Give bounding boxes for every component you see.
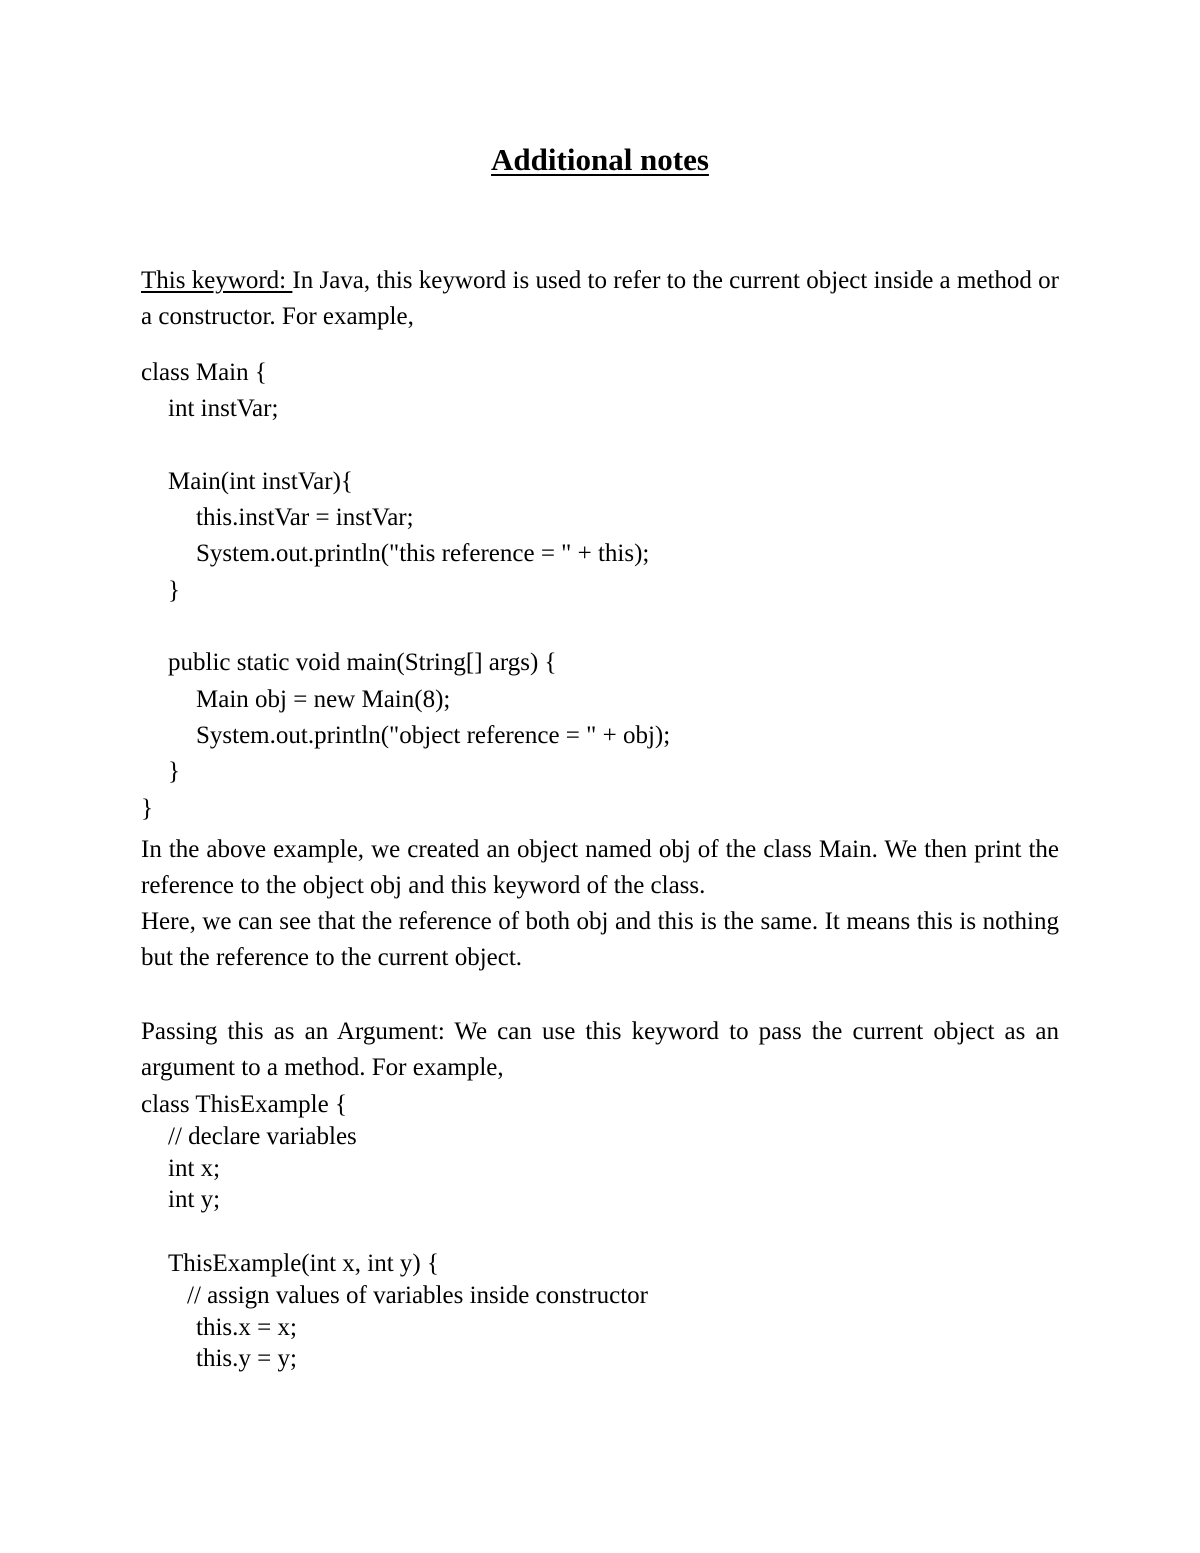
code-line: public static void main(String[] args) { bbox=[168, 649, 557, 677]
code-block-main bbox=[141, 355, 1059, 827]
explanation-text-2: Here, we can see that the reference of both obj and this is the same. It means this is nothing but the reference to the current object. bbox=[141, 908, 1059, 971]
code-line: System.out.println("object reference = " + obj); bbox=[196, 721, 671, 749]
code-line: this.y = y; bbox=[196, 1345, 297, 1373]
code-comment-line: // assign values of variables inside constructor bbox=[187, 1281, 648, 1309]
code-line: } bbox=[141, 794, 153, 822]
this-keyword-intro: In Java, this keyword is used to refer to the current object inside a method or a constructor. For example, bbox=[141, 267, 1059, 330]
passing-this-intro: Passing this as an Argument: We can use this keyword to pass the current object as an argument to a method. For example, bbox=[141, 1018, 1059, 1081]
code-line bbox=[141, 609, 1059, 645]
code-line: this.instVar = instVar; bbox=[196, 504, 414, 532]
explanation-text: In the above example, we created an object named obj of the class Main. We then print the reference to the object obj and this keyword of the class. bbox=[141, 836, 1059, 899]
code-line: int instVar; bbox=[168, 395, 279, 423]
code-line: ThisExample(int x, int y) { bbox=[168, 1249, 439, 1277]
this-keyword-label: This keyword: bbox=[141, 267, 293, 294]
code-line: class Main { bbox=[141, 359, 267, 386]
code-line: class ThisExample { bbox=[141, 1091, 347, 1118]
code-line bbox=[141, 1216, 1059, 1248]
code-line: Main obj = new Main(8); bbox=[196, 685, 451, 713]
code-line: } bbox=[168, 576, 180, 604]
explanation-paragraph bbox=[141, 832, 1059, 976]
page-title-text: Additional notes bbox=[491, 142, 709, 177]
code-line: System.out.println("this reference = " + this); bbox=[196, 540, 650, 568]
code-line bbox=[141, 428, 1059, 464]
code-line: int x; bbox=[168, 1154, 221, 1182]
code-block-this-example bbox=[141, 1089, 1059, 1375]
code-line: Main(int instVar){ bbox=[168, 467, 353, 495]
code-comment-line: // declare variables bbox=[168, 1122, 357, 1150]
code-line: this.x = x; bbox=[196, 1313, 297, 1341]
page-title bbox=[0, 140, 1200, 180]
passing-this-paragraph bbox=[141, 1014, 1059, 1086]
this-keyword-paragraph bbox=[141, 263, 1059, 335]
code-line: } bbox=[168, 758, 180, 786]
code-line: int y; bbox=[168, 1186, 221, 1214]
